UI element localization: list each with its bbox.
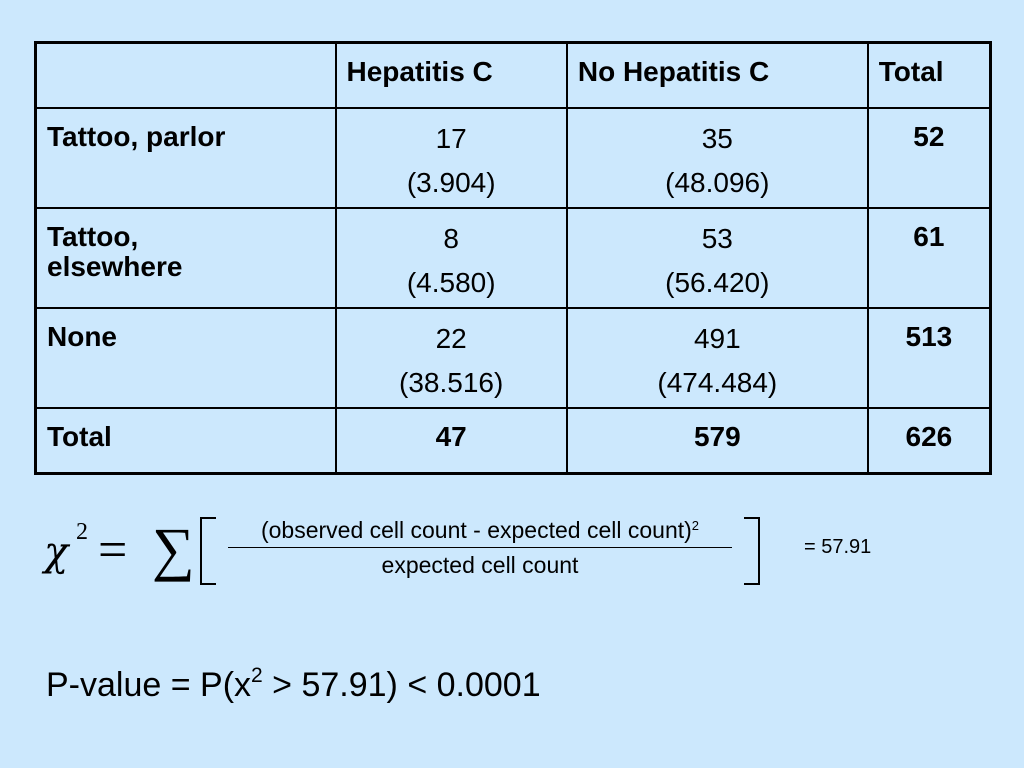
table-header-row — [36, 43, 991, 108]
fraction-numerator — [222, 515, 738, 545]
cell-hep-none — [336, 308, 567, 408]
observed-count: 35 — [701, 122, 733, 154]
row-label-total: Total — [36, 408, 336, 474]
header-hepatitis-c: Hepatitis C — [336, 43, 567, 108]
expected-count: (4.580) — [406, 266, 496, 298]
expected-count: (474.484) — [657, 366, 778, 398]
fraction-denominator: expected cell count — [381, 552, 579, 578]
p-value-exponent: 2 — [251, 664, 263, 687]
header-no-hepatitis-c: No Hepatitis C — [567, 43, 868, 108]
p-value-statement — [46, 666, 541, 705]
chi-exponent: 2 — [76, 519, 88, 545]
observed-count: 8 — [443, 222, 459, 254]
chi-square-formula — [44, 505, 924, 595]
numerator-text: (observed cell count - expected cell count) — [260, 517, 692, 543]
table-row — [36, 308, 991, 408]
table-total-row — [36, 408, 991, 474]
table-row — [36, 208, 991, 308]
expected-count: (48.096) — [665, 166, 770, 198]
expected-count: (38.516) — [399, 366, 504, 398]
row-total-parlor: 52 — [868, 108, 991, 208]
row-total-none: 513 — [868, 308, 991, 408]
numerator-exponent: 2 — [691, 518, 700, 533]
row-label-line2: elsewhere — [47, 250, 183, 282]
equals-sign: = — [98, 522, 128, 579]
chi-symbol: χ — [44, 529, 69, 575]
right-bracket — [744, 517, 760, 585]
cell-no-hep-elsewhere — [567, 208, 868, 308]
sigma-symbol: ∑ — [152, 516, 195, 582]
fraction-bar — [228, 547, 732, 548]
row-label-none: None — [36, 308, 336, 408]
chi-square-result: = 57.91 — [804, 536, 872, 558]
col-total-no-hep: 579 — [567, 408, 868, 474]
col-total-hep: 47 — [336, 408, 567, 474]
left-bracket — [200, 517, 216, 585]
formula-fraction — [222, 515, 738, 578]
observed-count: 22 — [435, 322, 467, 354]
header-total: Total — [868, 43, 991, 108]
grand-total: 626 — [868, 408, 991, 474]
expected-count: (3.904) — [406, 166, 496, 198]
observed-count: 17 — [435, 122, 467, 154]
cell-no-hep-parlor — [567, 108, 868, 208]
observed-count: 491 — [693, 322, 741, 354]
cell-hep-elsewhere — [336, 208, 567, 308]
row-label-tattoo-elsewhere — [36, 208, 336, 308]
header-empty-cell — [36, 43, 336, 108]
contingency-table — [34, 41, 992, 475]
cell-no-hep-none — [567, 308, 868, 408]
p-value-suffix: > 57.91) < 0.0001 — [262, 666, 541, 704]
p-value-prefix: P-value = P(x — [46, 666, 252, 704]
table-row — [36, 108, 991, 208]
cell-hep-parlor — [336, 108, 567, 208]
row-total-elsewhere: 61 — [868, 208, 991, 308]
expected-count: (56.420) — [665, 266, 770, 298]
observed-count: 53 — [701, 222, 733, 254]
row-label-tattoo-parlor: Tattoo, parlor — [36, 108, 336, 208]
row-label-line1: Tattoo, — [47, 220, 139, 252]
